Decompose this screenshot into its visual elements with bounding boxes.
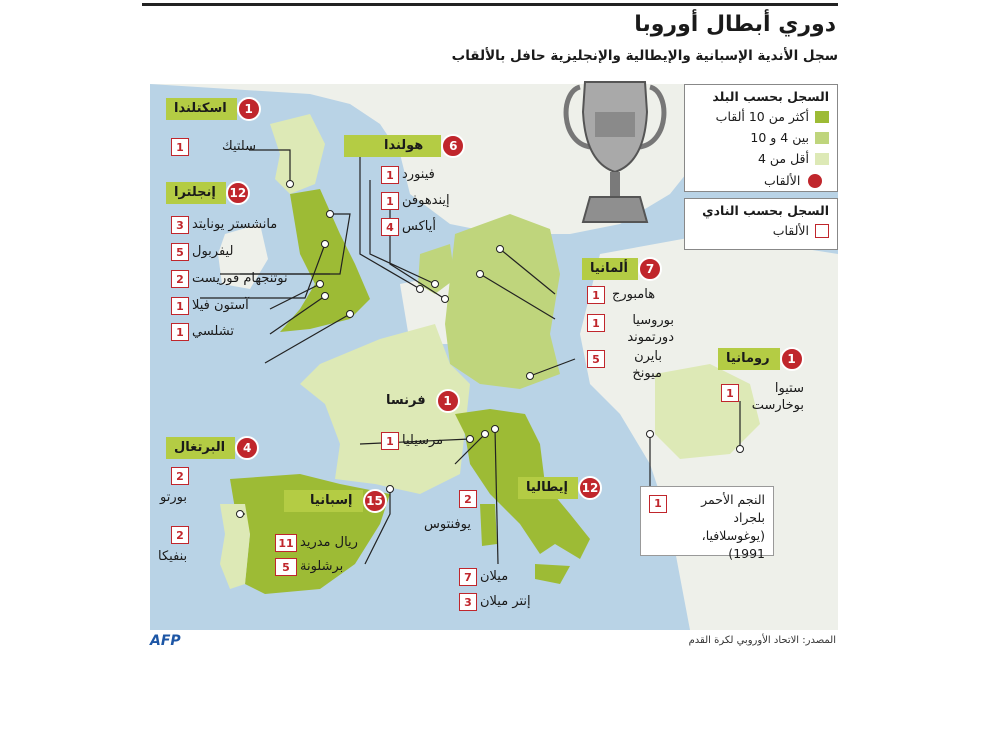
club-ajax <box>376 218 399 236</box>
club-feyenoord-label <box>402 166 435 184</box>
sicily-shape <box>535 564 570 584</box>
club-titles-box: 4 <box>381 218 399 236</box>
club-marseille <box>376 432 399 450</box>
club-milan <box>454 568 477 586</box>
club-celtic <box>166 138 189 156</box>
club-ajax-label <box>402 218 436 236</box>
trophy-icon <box>555 72 675 237</box>
club-bayern-label <box>612 348 662 382</box>
club-titles-box: 3 <box>171 216 189 234</box>
country-titles-dot: 15 <box>363 489 387 513</box>
legend-swatch-high <box>815 111 829 123</box>
club-hamburg <box>582 286 605 304</box>
club-psv-label <box>402 192 450 210</box>
legend-item-low <box>693 148 829 169</box>
country-titles-dot: 4 <box>235 436 259 460</box>
club-steaua-label <box>748 380 804 414</box>
club-name: برشلونة <box>300 559 344 574</box>
club-barcelona-label <box>300 558 343 576</box>
country-name: إسبانيا <box>284 490 363 512</box>
club-villa-label <box>192 297 249 315</box>
page-title: دوري أبطال أوروبا <box>634 12 836 37</box>
club-titles-box: 1 <box>381 432 399 450</box>
club-titles-box: 1 <box>171 138 189 156</box>
legend-label-titles: الألقاب <box>764 173 801 188</box>
club-bayern <box>582 350 605 368</box>
afp-logo: AFP <box>150 633 181 649</box>
club-name: بايرن ميونخ <box>632 349 662 381</box>
legend-club-label: الألقاب <box>772 223 809 238</box>
club-chelsea-label <box>192 323 234 341</box>
club-name: ليفربول <box>192 244 234 259</box>
club-porto <box>166 467 189 485</box>
club-milan-label <box>480 568 508 586</box>
legend-swatch-mid <box>815 132 829 144</box>
club-barcelona <box>270 558 297 576</box>
club-inter-label <box>480 593 531 611</box>
country-titles-dot: 1 <box>237 97 261 121</box>
scotland-shape <box>270 114 325 194</box>
club-titles-box: 2 <box>171 467 189 485</box>
country-tag-romania <box>718 346 804 372</box>
club-name: نوتنجهام فوريست <box>192 271 288 286</box>
legend-club-item <box>693 220 829 241</box>
club-dortmund-label <box>612 312 674 346</box>
country-titles-dot: 12 <box>226 181 250 205</box>
country-name: هولندا <box>344 135 441 157</box>
country-titles-dot: 12 <box>578 476 602 500</box>
club-forest <box>166 270 189 288</box>
club-man-utd-label <box>192 216 277 234</box>
club-celtic-label <box>222 138 256 156</box>
country-tag-italy <box>518 475 602 501</box>
club-titles-box: 1 <box>721 384 739 402</box>
club-titles-box: 1 <box>171 323 189 341</box>
club-titles-box: 5 <box>171 243 189 261</box>
club-juventus <box>454 490 477 508</box>
club-name: بوروسيا دورتموند <box>627 313 674 345</box>
club-feyenoord <box>376 166 399 184</box>
page-subtitle: سجل الأندية الإسبانية والإيطالية والإنجليزية حافل بالألقاب <box>451 48 838 64</box>
club-name: تشلسي <box>192 324 234 339</box>
club-titles-box: 2 <box>171 526 189 544</box>
club-name: بنفيكا <box>158 549 188 564</box>
country-tag-france <box>356 388 460 414</box>
club-steaua <box>716 384 739 402</box>
club-name: بورتو <box>160 490 187 505</box>
country-name: إنجلترا <box>166 182 226 204</box>
club-name: ريال مدريد <box>300 535 358 550</box>
club-real-madrid <box>270 534 297 552</box>
club-inter <box>454 593 477 611</box>
club-titles-box: 1 <box>587 314 605 332</box>
country-titles-dot: 1 <box>780 347 804 371</box>
club-name: ميلان <box>480 569 509 584</box>
club-benfica-label <box>158 548 187 566</box>
top-rule <box>142 3 838 6</box>
club-titles-box: 5 <box>275 558 297 576</box>
club-titles-box: 11 <box>275 534 297 552</box>
country-titles-dot: 1 <box>436 389 460 413</box>
club-real-madrid-label <box>300 534 358 552</box>
club-benfica <box>166 526 189 544</box>
legend-item-titles <box>764 170 824 191</box>
legend-label-low: أقل من 4 <box>757 151 809 166</box>
sardinia-shape <box>480 504 497 546</box>
club-villa <box>166 297 189 315</box>
legend-item-mid <box>693 127 829 148</box>
club-titles-box: 2 <box>171 270 189 288</box>
country-name: إيطاليا <box>518 477 578 499</box>
club-name: آستون فيلا <box>192 298 249 313</box>
club-titles-box: 1 <box>381 166 399 184</box>
club-name: هامبورج <box>612 287 656 302</box>
country-tag-england <box>166 180 250 206</box>
source-note: المصدر: الاتحاد الأوروبي لكرة القدم <box>688 635 836 646</box>
club-name: إنتر ميلان <box>480 594 531 609</box>
country-tag-germany <box>582 256 662 282</box>
country-tag-portugal <box>166 435 259 461</box>
portugal-shape <box>220 504 250 589</box>
country-tag-scotland <box>166 96 261 122</box>
country-name: رومانيا <box>718 348 780 370</box>
club-dortmund <box>582 314 605 332</box>
club-name: فينورد <box>402 167 435 182</box>
legend-by-club <box>684 198 838 250</box>
club-porto-label <box>160 489 187 507</box>
club-name: مرسيليا <box>402 433 444 448</box>
club-hamburg-label <box>612 286 655 304</box>
club-name: مانشستر يونايتد <box>192 217 278 232</box>
club-titles-box: 2 <box>459 490 477 508</box>
club-titles-box: 1 <box>381 192 399 210</box>
club-name: إيندهوفن <box>402 193 450 208</box>
england-shape <box>280 189 370 332</box>
club-titles-box: 7 <box>459 568 477 586</box>
club-liverpool <box>166 243 189 261</box>
club-name: أياكس <box>402 219 436 234</box>
club-titles-box: 1 <box>171 297 189 315</box>
club-liverpool-label <box>192 243 233 261</box>
country-titles-dot: 6 <box>441 134 465 158</box>
club-titles-box: 3 <box>459 593 477 611</box>
germany-shape <box>445 214 560 389</box>
country-name: البرتغال <box>166 437 235 459</box>
club-chelsea <box>166 323 189 341</box>
country-name: ألمانيا <box>582 258 638 280</box>
club-man-utd <box>166 216 189 234</box>
country-tag-spain <box>284 488 387 514</box>
legend-box-icon <box>815 224 829 238</box>
club-titles-box: 5 <box>587 350 605 368</box>
country-tag-netherlands <box>344 133 465 159</box>
club-forest-label <box>192 270 288 288</box>
legend-country-heading: السجل بحسب البلد <box>712 89 829 104</box>
club-titles-box: 1 <box>649 495 667 513</box>
legend-swatch-low <box>815 153 829 165</box>
red-star-note <box>640 486 774 561</box>
legend-red-dot <box>806 172 824 190</box>
club-juventus-label <box>424 516 471 534</box>
legend-item-high <box>693 106 829 127</box>
club-name: سلتيك <box>222 139 256 154</box>
legend-label-high: أكثر من 10 ألقاب <box>715 109 809 124</box>
club-marseille-label <box>402 432 443 450</box>
country-name: فرنسا <box>356 390 436 412</box>
legend-label-mid: بين 4 و 10 <box>750 130 809 145</box>
club-name: النجم الأحمر بلجراد (يوغوسلافيا، 1991) <box>701 492 765 561</box>
club-name: ستيوا بوخارست <box>751 381 804 413</box>
legend-club-heading: السجل بحسب النادي <box>702 203 829 218</box>
country-name: اسكتلندا <box>166 98 237 120</box>
club-titles-box: 1 <box>587 286 605 304</box>
club-psv <box>376 192 399 210</box>
country-titles-dot: 7 <box>638 257 662 281</box>
club-name: يوفنتوس <box>424 517 471 532</box>
